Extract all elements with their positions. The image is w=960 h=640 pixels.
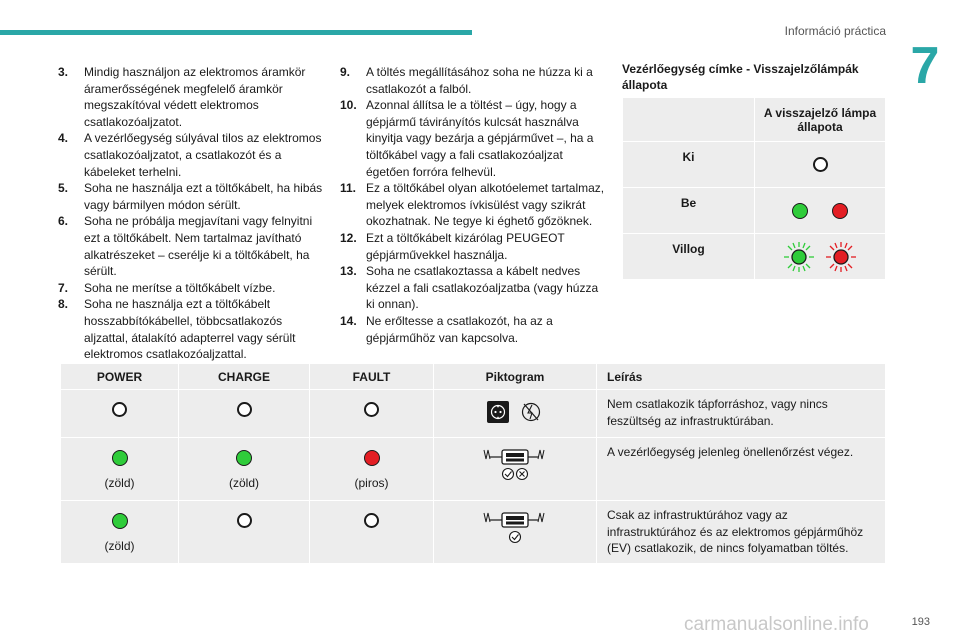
column-header-description: Leírás — [597, 364, 886, 390]
charge-cell — [179, 438, 310, 501]
row-label: Villog — [623, 234, 755, 280]
list-item-number: 10. — [340, 98, 357, 113]
list-item — [340, 180, 606, 230]
list-item — [340, 313, 606, 346]
column-header-power: POWER — [61, 364, 179, 390]
column-header-pictogram: Piktogram — [434, 364, 597, 390]
row-label: Be — [623, 188, 755, 234]
list-item-number: 3. — [58, 65, 69, 79]
list-item-text: Soha ne próbálja megjavítani vagy felnyitni ezt a töltőkábelt. Nem tartalmaz javítható alkatrészeket – cserélje ki a töltőkábelt, ha sérült. — [84, 214, 313, 279]
control-unit-icon — [484, 513, 544, 527]
list-item-number: 6. — [58, 214, 69, 229]
list-item-number: 14. — [340, 313, 357, 328]
list-item — [58, 213, 324, 279]
table-row — [61, 390, 886, 438]
check-icon — [510, 532, 521, 543]
header-accent-bar — [0, 30, 472, 35]
lamp-off-icon — [237, 402, 252, 417]
list-item-number: 5. — [58, 181, 69, 196]
socket-and-no-power-icon — [485, 400, 545, 426]
lamp-cell — [755, 234, 886, 280]
pictogram-cell — [434, 390, 597, 438]
section-title: Információ práctica — [784, 24, 886, 38]
list-item-text: Ez a töltőkábel olyan alkotóelemet tartalmaz, melyek elektromos ívkisülést vagy szikrát okozhatnak. Ne tegye ki éghető gőzöknek. — [366, 181, 605, 229]
green-blink-lamp-icon — [784, 242, 814, 272]
list-item — [58, 280, 324, 297]
column-header-fault: FAULT — [310, 364, 434, 390]
row-label: Ki — [623, 142, 755, 188]
charge-cell — [179, 501, 310, 564]
list-item-text: Azonnal állítsa le a töltést – úgy, hogy a gépjármű távirányítós kulcsát használva kinyitja vagy bezárja a gépjárművet –, ha a töltőkábel vagy a fali csatlakozóaljzat égetően forróra felhevül. — [366, 98, 594, 179]
fault-cell — [310, 438, 434, 501]
cross-icon — [517, 469, 528, 480]
list-item — [340, 97, 606, 180]
lamp-cell — [755, 188, 886, 234]
table-header-empty — [623, 98, 755, 142]
charge-cell — [179, 390, 310, 438]
lamp-off-icon — [364, 402, 379, 417]
description-cell: Csak az infrastruktúrához vagy az infrastruktúrához és az elektromos gépjárműhöz (EV) csatlakozik, de nincs folyamatban töltés. — [597, 501, 886, 564]
lamp-off-icon — [364, 513, 379, 528]
fault-cell — [310, 390, 434, 438]
green-lamp-icon — [236, 450, 252, 466]
list-item — [58, 130, 324, 180]
check-icon — [503, 469, 514, 480]
no-power-icon — [523, 404, 540, 421]
description-cell: Nem csatlakozik tápforráshoz, vagy nincs feszültség az infrastruktúrában. — [597, 390, 886, 438]
list-item — [58, 180, 324, 213]
list-item-text: Ne erőltesse a csatlakozót, ha az a gépjárműhöz van kapcsolva. — [366, 313, 553, 345]
table-row — [61, 501, 886, 564]
status-section-title: Vezérlőegység címke - Visszajelzőlámpák állapota — [622, 62, 859, 92]
lamp-color-caption: (zöld) — [104, 539, 135, 553]
power-cell — [61, 390, 179, 438]
chapter-number: 7 — [910, 37, 940, 95]
lamp-color-caption: (zöld) — [104, 476, 135, 490]
list-item-text: Mindig használjon az elektromos áramkör áramerősségének megfelelő áramkör megszakítóval védett elektromos csatlakozóaljzatot. — [84, 65, 306, 129]
table-header: A visszajelző lámpa állapota — [755, 98, 886, 142]
power-cell — [61, 438, 179, 501]
list-item-number: 12. — [340, 230, 357, 245]
list-item — [58, 64, 324, 130]
control-unit-check-cross-icon — [482, 448, 548, 482]
lamp-off-icon — [813, 157, 828, 172]
list-item-text: Soha ne használja ezt a töltőkábelt hosszabbítókábellel, többcsatlakozós aljzattal, átalakító adapterrel vagy sérült elektromos csatlakozóaljzattal. — [84, 297, 296, 362]
lamp-off-icon — [112, 402, 127, 417]
list-item-number: 9. — [340, 65, 351, 79]
table-row — [61, 438, 886, 501]
socket-icon — [487, 401, 509, 423]
lamp-status-table — [622, 97, 886, 280]
green-lamp-icon — [792, 203, 808, 219]
lamp-cell — [755, 142, 886, 188]
list-item-number: 4. — [58, 131, 69, 146]
safety-list-left — [58, 64, 324, 363]
lamp-off-icon — [237, 513, 252, 528]
lamp-color-caption: (zöld) — [228, 476, 259, 490]
control-unit-check-icon — [482, 511, 548, 545]
red-blink-lamp-icon — [826, 242, 856, 272]
page-number: 193 — [911, 616, 930, 628]
red-lamp-icon — [832, 203, 848, 219]
list-item-text: Soha ne csatlakoztassa a kábelt nedves kézzel a fali csatlakozóaljzatba (vagy húzza ki onnan). — [366, 264, 599, 312]
list-item-number: 11. — [340, 181, 357, 196]
list-item-number: 7. — [58, 280, 69, 295]
green-lamp-icon — [112, 513, 128, 529]
pictogram-cell — [434, 438, 597, 501]
safety-list-right — [340, 64, 606, 346]
list-item-text: A töltés megállításához soha ne húzza ki a csatlakozót a falból. — [366, 65, 593, 96]
pictogram-cell — [434, 501, 597, 564]
list-item-text: Soha ne használja ezt a töltőkábelt, ha hibás vagy bármilyen módon sérült. — [84, 181, 323, 212]
column-header-charge: CHARGE — [179, 364, 310, 390]
watermark: carmanualsonline.info — [684, 614, 869, 635]
lamp-color-caption: (piros) — [354, 476, 389, 490]
list-item-number: 13. — [340, 264, 357, 279]
fault-cell — [310, 501, 434, 564]
green-lamp-icon — [112, 450, 128, 466]
power-cell — [61, 501, 179, 564]
control-unit-icon — [484, 450, 544, 464]
description-cell: A vezérlőegység jelenleg önellenőrzést végez. — [597, 438, 886, 501]
list-item — [340, 64, 606, 97]
red-lamp-icon — [364, 450, 380, 466]
list-item-text: A vezérlőegység súlyával tilos az elektromos csatlakozóaljzatot, a csatlakozót és a kábeleket terhelni. — [84, 131, 322, 179]
list-item-text: Soha ne merítse a töltőkábelt vízbe. — [84, 280, 276, 295]
blinking-lamps-icon — [780, 240, 860, 274]
list-item — [340, 263, 606, 313]
list-item — [340, 230, 606, 263]
list-item-number: 8. — [58, 297, 69, 312]
list-item — [58, 296, 324, 362]
list-item-text: Ezt a töltőkábelt kizárólag PEUGEOT gépjárművekkel használja. — [366, 230, 565, 262]
control-unit-status-table — [60, 363, 886, 564]
